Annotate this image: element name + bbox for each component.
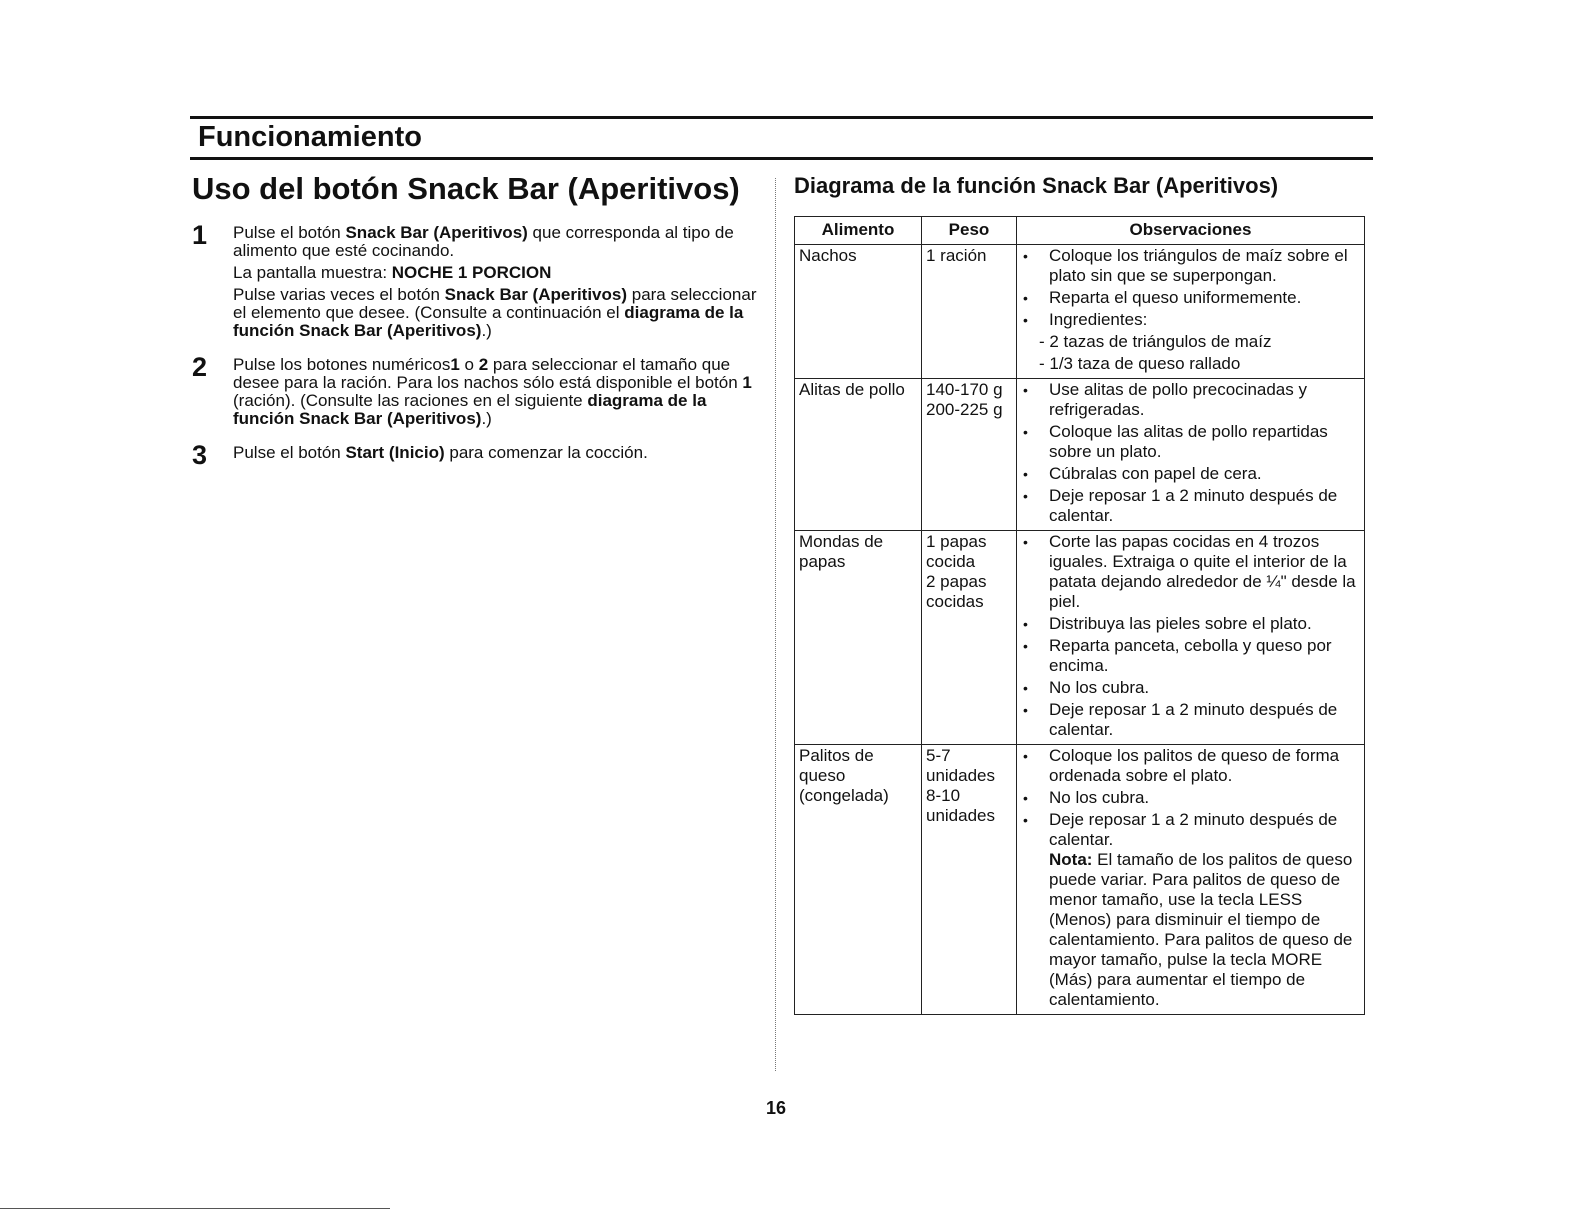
list-item: • Coloque las alitas de pollo repartidas sobre un plato. (1021, 422, 1360, 462)
list-item: • No los cubra. (1021, 678, 1360, 698)
step-text (233, 224, 767, 260)
table-row (795, 531, 1365, 745)
header-rule-bottom (190, 157, 1373, 160)
text-bold: diagrama de la función Snack Bar (Aperitivos) (233, 303, 744, 340)
text-bold: Snack Bar (Aperitivos) (444, 285, 628, 304)
food-cell (795, 531, 922, 745)
notes-list (1021, 246, 1360, 374)
notes-cell (1017, 531, 1365, 745)
column-divider (775, 178, 776, 1071)
header-cell-notes: Observaciones (1017, 217, 1365, 245)
text-run: Pulse el botón (233, 223, 346, 242)
step-number: 2 (192, 352, 208, 382)
list-item: • Coloque los triángulos de maíz sobre el plato sin que se superpongan. (1021, 246, 1360, 286)
step-text (233, 264, 767, 282)
weight-label: 5-7 (926, 746, 951, 765)
weight-label: unidades (926, 806, 996, 825)
weight-label: 2 papas (926, 572, 987, 591)
list-item: • Use alitas de pollo precocinadas y refrigeradas. (1021, 380, 1360, 420)
text-bold: 2 (478, 355, 489, 374)
snack-bar-table (794, 216, 1365, 1015)
text-bold: NOCHE 1 PORCION (391, 263, 552, 282)
text-run: Pulse el botón (233, 443, 346, 462)
text-run: o (459, 355, 479, 374)
food-label: Nachos (799, 246, 857, 265)
weight-cell (922, 245, 1017, 379)
list-item (1021, 810, 1360, 1010)
list-item: • No los cubra. (1021, 788, 1360, 808)
weight-label: 200-225 g (926, 400, 1003, 419)
text-bold: diagrama de la función Snack Bar (Aperitivos) (233, 391, 707, 428)
footer-line (0, 1208, 390, 1209)
food-label: Mondas de (799, 532, 884, 551)
table-header-row (795, 217, 1365, 245)
instructions-heading: Uso del botón Snack Bar (Aperitivos) (192, 171, 740, 206)
food-cell (795, 745, 922, 1015)
text-bold: Snack Bar (Aperitivos) (345, 223, 528, 242)
notes-list (1021, 532, 1360, 740)
ingredient-item: - 2 tazas de triángulos de maíz (1039, 332, 1272, 351)
note-text: Deje reposar 1 a 2 minuto después de calentar. (1049, 810, 1338, 849)
food-label: (congelada) (799, 786, 889, 805)
food-label: Alitas de pollo (799, 380, 905, 399)
text-run: La pantalla muestra: (233, 263, 392, 282)
step-number: 3 (192, 440, 208, 470)
text-run: que corresponda al tipo de alimento que esté cocinando. (233, 223, 734, 260)
section-title: Funcionamiento (198, 121, 422, 153)
food-cell (795, 245, 922, 379)
step-3 (192, 440, 767, 470)
ingredient-item: - 1/3 taza de queso rallado (1039, 354, 1241, 373)
note-body: El tamaño de los palitos de queso puede variar. Para palitos de queso de menor tamaño, use la tecla LESS (Menos) para disminuir el tiempo de calentamiento. Para palitos de queso de mayor tamaño, pulse la tecla MORE (Más) para aumentar el tiempo de calentamiento. (1049, 850, 1353, 1009)
weight-cell (922, 379, 1017, 531)
text-bold: 1 (742, 373, 752, 392)
table-row (795, 745, 1365, 1015)
step-text (233, 444, 767, 462)
text-run: para seleccionar el tamaño que desee para la ración. Para los nachos sólo está disponible el botón (233, 355, 743, 392)
weight-label: 1 papas (926, 532, 987, 551)
text-run: Pulse varias veces el botón (233, 285, 445, 304)
list-item: • Deje reposar 1 a 2 minuto después de calentar. (1021, 486, 1360, 526)
instructions-column (192, 170, 767, 478)
step-1 (192, 220, 767, 340)
list-item: • Coloque los palitos de queso de forma ordenada sobre el plato. (1021, 746, 1360, 786)
list-item: • Corte las papas cocidas en 4 trozos iguales. Extraiga o quite el interior de la patata dejando alrededor de ¼" desde la piel. (1021, 532, 1360, 612)
text-run: (ración). (Consulte las raciones en el siguiente (233, 391, 588, 410)
food-label: Palitos de (799, 746, 874, 765)
text-bold: Start (Inicio) (345, 443, 445, 462)
notes-cell (1017, 745, 1365, 1015)
list-item: • Cúbralas con papel de cera. (1021, 464, 1360, 484)
weight-label: 140-170 g (926, 380, 1003, 399)
list-item: • Reparta panceta, cebolla y queso por encima. (1021, 636, 1360, 676)
text-bold: 1 (450, 355, 460, 374)
table-row (795, 245, 1365, 379)
notes-cell (1017, 379, 1365, 531)
list-item: • Deje reposar 1 a 2 minuto después de calentar. (1021, 700, 1360, 740)
chart-column (794, 170, 1364, 1015)
weight-label: 1 ración (926, 246, 987, 265)
table-row (795, 379, 1365, 531)
step-2 (192, 352, 767, 428)
text-run: Pulse los botones numéricos (233, 355, 451, 374)
text-run: para comenzar la cocción. (444, 443, 648, 462)
weight-label: cocidas (926, 592, 984, 611)
chart-heading: Diagrama de la función Snack Bar (Aperitivos) (794, 173, 1279, 198)
header-cell-food: Alimento (795, 217, 922, 245)
header-cell-weight: Peso (922, 217, 1017, 245)
food-label: queso (799, 766, 846, 785)
notes-list (1021, 746, 1360, 1010)
page-number: 16 (766, 1098, 787, 1118)
text-run: .) (481, 321, 492, 340)
step-number: 1 (192, 220, 208, 250)
weight-label: 8-10 (926, 786, 961, 805)
weight-label: cocida (926, 552, 976, 571)
list-item: • Reparta el queso uniformemente. (1021, 288, 1360, 308)
text-run: .) (481, 409, 492, 428)
note-label: Nota: (1049, 850, 1093, 869)
header-rule-top (190, 116, 1373, 119)
weight-cell (922, 745, 1017, 1015)
step-text (233, 356, 767, 428)
weight-label: unidades (926, 766, 996, 785)
list-item: • Ingredientes: (1021, 310, 1360, 330)
list-item: • Distribuya las pieles sobre el plato. (1021, 614, 1360, 634)
food-cell (795, 379, 922, 531)
notes-list (1021, 380, 1360, 526)
food-label: papas (799, 552, 846, 571)
notes-cell (1017, 245, 1365, 379)
step-text (233, 286, 767, 340)
text-run: para seleccionar el elemento que desee. (Consulte a continuación el (233, 285, 757, 322)
weight-cell (922, 531, 1017, 745)
